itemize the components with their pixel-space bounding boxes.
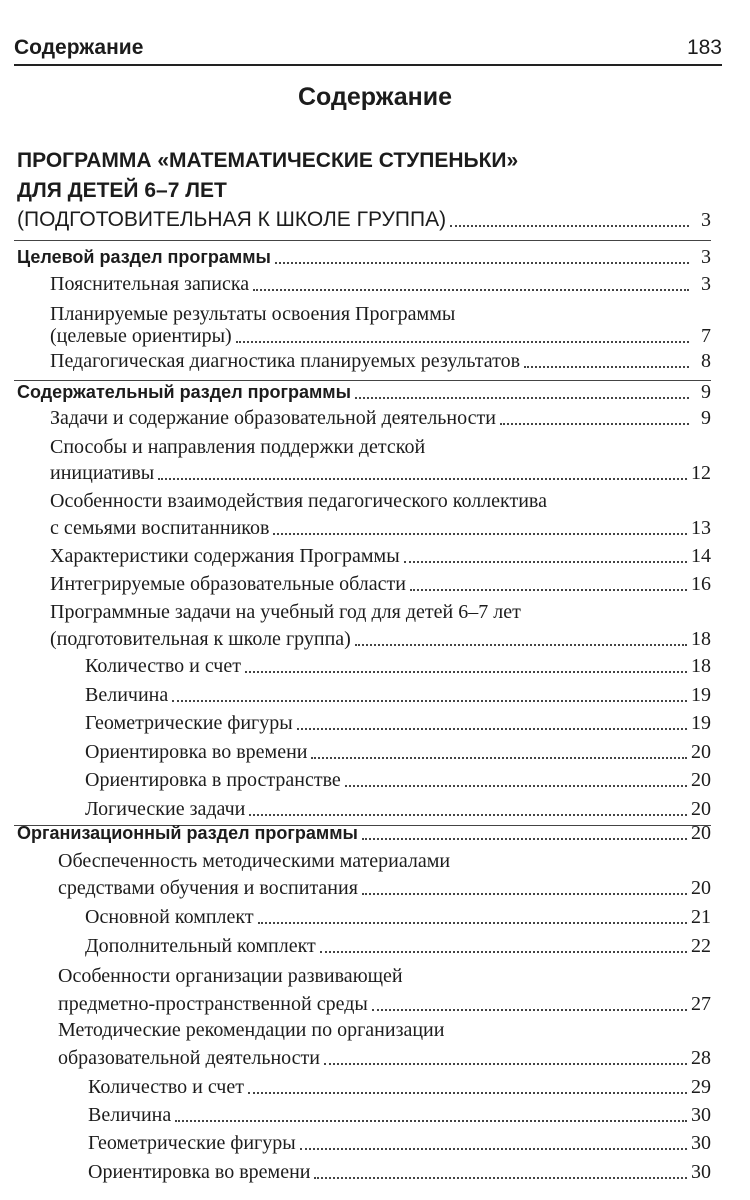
toc-entry-line-1: Особенности организации развивающей <box>58 965 403 987</box>
toc-page-number: 13 <box>691 517 711 539</box>
page-number: 183 <box>686 36 722 59</box>
toc-entry-label: Величина <box>85 684 169 706</box>
toc-entry-label: образовательной деятельности <box>58 1047 320 1069</box>
program-title-line-3: (ПОДГОТОВИТЕЛЬНАЯ К ШКОЛЕ ГРУППА) <box>17 208 447 231</box>
dot-leader <box>450 225 689 227</box>
toc-entry[interactable] <box>0 651 750 681</box>
toc-entry-line-1: Особенности взаимодействия педагогического коллектива <box>50 490 547 512</box>
toc-page-number: 18 <box>691 628 711 650</box>
toc-page-number: 3 <box>701 246 711 268</box>
toc-page-number: 30 <box>691 1104 711 1126</box>
toc-entry-label: Задачи и содержание образовательной деятельности <box>50 407 496 429</box>
toc-entry-label: с семьями воспитанников <box>50 517 270 539</box>
toc-page-number: 20 <box>691 798 711 820</box>
toc-page-number: 16 <box>691 573 711 595</box>
program-title-line-1: ПРОГРАММА «МАТЕМАТИЧЕСКИЕ СТУПЕНЬКИ» <box>17 149 519 172</box>
toc-page-number: 18 <box>691 655 711 677</box>
toc-entry[interactable] <box>0 737 750 767</box>
dot-leader <box>500 423 689 425</box>
toc-page-number: 7 <box>701 325 711 347</box>
toc-entry[interactable] <box>0 708 750 738</box>
toc-section-target[interactable] <box>0 356 750 403</box>
dot-leader <box>158 478 687 480</box>
dot-leader <box>258 922 687 924</box>
toc-entry[interactable] <box>0 269 750 299</box>
dot-leader <box>345 785 687 787</box>
toc-entry-label: предметно-пространственной среды <box>58 993 368 1015</box>
dot-leader <box>324 1063 687 1065</box>
toc-entry-label: Дополнительный комплект <box>85 935 316 957</box>
toc-entry-label: Ориентировка во времени <box>85 741 308 763</box>
toc-page-number: 20 <box>691 877 711 899</box>
toc-page-number: 20 <box>691 822 711 844</box>
toc-entry-label: инициативы <box>50 462 155 484</box>
toc-page-number: 30 <box>691 1161 711 1183</box>
toc-page-number: 22 <box>691 935 711 957</box>
dot-leader <box>300 1148 687 1150</box>
toc-entry-label: Величина <box>88 1104 172 1126</box>
toc-entry-label: Логические задачи <box>85 798 246 820</box>
toc-entry-line-1: Способы и направления поддержки детской <box>50 436 426 458</box>
toc-entry-label: Основной комплект <box>85 906 254 928</box>
dot-leader <box>175 1120 687 1122</box>
dot-leader <box>245 671 687 673</box>
toc-entry[interactable] <box>0 541 750 571</box>
toc-page-number: 3 <box>701 273 711 295</box>
toc-page-number: 8 <box>701 350 711 372</box>
toc-entry[interactable] <box>0 873 750 903</box>
dot-leader <box>275 262 689 264</box>
toc-entry-label: Педагогическая диагностика планируемых результатов <box>50 350 521 372</box>
toc-entry-label: Характеристики содержания Программы <box>50 545 400 567</box>
dot-leader <box>172 700 687 702</box>
dot-leader <box>355 397 689 399</box>
toc-entry-label: Геометрические фигуры <box>85 712 293 734</box>
toc-entry[interactable] <box>0 1100 750 1130</box>
section-divider <box>14 240 711 241</box>
toc-entry-label: Ориентировка во времени <box>88 1161 311 1183</box>
toc-entry[interactable] <box>0 931 750 961</box>
toc-entry[interactable] <box>0 569 750 599</box>
toc-entry[interactable] <box>0 1043 750 1073</box>
toc-page-number: 20 <box>691 769 711 791</box>
toc-entry-label: (целевые ориентиры) <box>50 325 232 347</box>
toc-page-number: 29 <box>691 1076 711 1098</box>
dot-leader <box>273 533 687 535</box>
toc-entry-label: средствами обучения и воспитания <box>58 877 358 899</box>
toc-entry[interactable] <box>0 403 750 433</box>
toc-entry[interactable] <box>0 1072 750 1102</box>
toc-entry[interactable] <box>0 458 750 488</box>
toc-section-title: Целевой раздел программы <box>17 247 271 267</box>
dot-leader <box>248 1092 687 1094</box>
toc-entry-line-1: Обеспеченность методическими материалами <box>58 850 451 872</box>
page-title: Содержание <box>297 83 453 111</box>
dot-leader <box>297 728 687 730</box>
toc-entry-label: Количество и счет <box>85 655 241 677</box>
dot-leader <box>355 644 687 646</box>
toc-entry-label: Геометрические фигуры <box>88 1132 296 1154</box>
toc-entry-line-1: Планируемые результаты освоения Программы <box>50 303 456 325</box>
toc-page-number: 9 <box>701 407 711 429</box>
dot-leader <box>253 289 689 291</box>
toc-page-number: 14 <box>691 545 711 567</box>
toc-entry-label: Интегрируемые образовательные области <box>50 573 406 595</box>
dot-leader <box>249 814 687 816</box>
toc-entry-label: Ориентировка в пространстве <box>85 769 341 791</box>
dot-leader <box>404 561 687 563</box>
toc-entry-label: Количество и счет <box>88 1076 244 1098</box>
toc-page-number: 30 <box>691 1132 711 1154</box>
toc-entry[interactable] <box>0 624 750 654</box>
toc-entry[interactable] <box>0 1157 750 1187</box>
toc-entry[interactable] <box>0 513 750 543</box>
toc-page-number: 21 <box>691 906 711 928</box>
toc-entry-label: (подготовительная к школе группа) <box>50 628 351 650</box>
dot-leader <box>311 757 687 759</box>
toc-page-number: 3 <box>701 209 711 231</box>
dot-leader <box>372 1009 687 1011</box>
toc-entry-line-1: Программные задачи на учебный год для детей 6–7 лет <box>50 601 521 623</box>
toc-entry[interactable] <box>0 902 750 932</box>
toc-page-number: 28 <box>691 1047 711 1069</box>
toc-entry-label: Пояснительная записка <box>50 273 250 295</box>
toc-entry[interactable] <box>0 1128 750 1158</box>
toc-page-number: 20 <box>691 741 711 763</box>
toc-section-title: Содержательный раздел программы <box>17 382 351 402</box>
program-title-line-2: ДЛЯ ДЕТЕЙ 6–7 ЛЕТ <box>17 179 227 202</box>
toc-page-number: 19 <box>691 712 711 734</box>
toc-entry-program[interactable] <box>0 205 750 235</box>
toc-page-number: 9 <box>701 381 711 403</box>
toc-entry[interactable] <box>0 765 750 795</box>
toc-section-target[interactable] <box>0 818 750 848</box>
toc-page-number: 27 <box>691 993 711 1015</box>
dot-leader <box>410 589 687 591</box>
dot-leader <box>362 893 687 895</box>
dot-leader <box>314 1177 687 1179</box>
toc-entry[interactable] <box>0 680 750 710</box>
toc-page-number: 19 <box>691 684 711 706</box>
toc-entry-line-1: Методические рекомендации по организации <box>58 1019 445 1041</box>
toc-section-title: Организационный раздел программы <box>17 823 358 843</box>
toc-page-number: 12 <box>691 462 711 484</box>
running-header-section: Содержание <box>14 36 144 59</box>
dot-leader <box>236 341 689 343</box>
dot-leader <box>362 838 687 840</box>
toc-section-target[interactable] <box>0 242 750 272</box>
dot-leader <box>320 951 687 953</box>
